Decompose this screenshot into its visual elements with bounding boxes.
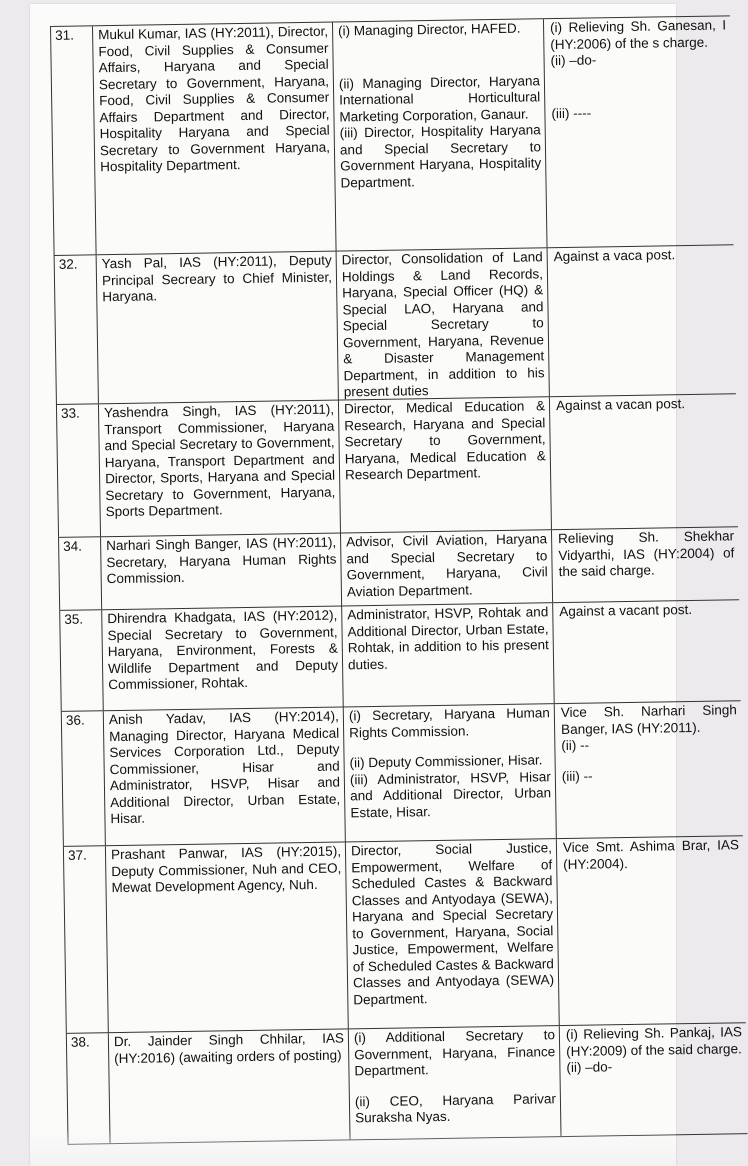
posting-item: Advisor, Civil Aviation, Haryana and Special Secretary to Government, Haryana, Civil Aviation Department. xyxy=(346,531,548,599)
posting-item: (ii) CEO, Haryana Parivar Suraksha Nyas. xyxy=(354,1090,557,1126)
officer-details: Prashant Panwar, IAS (HY:2015), Deputy Commissioner, Nuh and CEO, Mewat Development Agency, Nuh. xyxy=(105,842,348,1032)
remark-item: Against a vaca post. xyxy=(553,247,676,265)
officer-details: Narhari Singh Banger, IAS (HY:2011), Secretary, Haryana Human Rights Commission. xyxy=(100,534,341,610)
new-posting xyxy=(332,19,548,250)
table-row xyxy=(59,600,741,712)
table-row xyxy=(50,16,734,256)
document-page xyxy=(30,4,743,1166)
posting-item: Administrator, HSVP, Rohtak and Additional Director, Urban Estate, Rohtak, in addition to his present duties. xyxy=(347,604,549,672)
officer-details: Dhirendra Khadgata, IAS (HY:2012), Special Secretary to Government, Haryana, Environment, Forests & Wildlife Department and Deputy Commissioner, Rohtak. xyxy=(101,606,343,710)
remark-item: (ii) –do- xyxy=(550,52,597,69)
transfer-orders-table xyxy=(50,15,747,1145)
remarks xyxy=(553,600,741,703)
posting-item: Director, Medical Education & Research, Haryana and Special Secretary to Government, Haryana, Medical Education & Research Department. xyxy=(343,398,546,483)
remark-item: (iii) ---- xyxy=(551,105,592,121)
serial-number: 34. xyxy=(58,537,101,610)
page-bottom-shadow xyxy=(30,1130,676,1166)
table-row xyxy=(56,394,738,538)
remark-item: Against a vacant post. xyxy=(559,601,693,620)
serial-number: 38. xyxy=(66,1033,110,1144)
new-posting xyxy=(341,603,555,706)
officer-details: Dr. Jainder Singh Chhilar, IAS (HY:2016) (awaiting orders of posting) xyxy=(108,1029,350,1143)
serial-number: 35. xyxy=(59,610,103,711)
remark-item: (iii) -- xyxy=(561,768,593,784)
remark-item: (i) Relieving Sh. Ganesan, I (HY:2006) of the s charge. xyxy=(549,17,727,52)
remarks xyxy=(557,836,746,1025)
remark-item: (i) Relieving Sh. Pankaj, IAS (HY:2009) of the said charge. xyxy=(565,1024,743,1059)
posting-item: (i) Additional Secretary to Government, Haryana, Finance Department. xyxy=(353,1027,556,1079)
posting-item: (i) Secretary, Haryana Human Rights Commission. xyxy=(348,705,550,740)
remark-item: Vice Smt. Ashima Brar, IAS (HY:2004). xyxy=(562,837,740,872)
remark-item: (ii) –do- xyxy=(566,1059,613,1076)
serial-number: 33. xyxy=(56,404,100,537)
new-posting xyxy=(345,839,560,1028)
posting-item: (i) Managing Director, HAFED. xyxy=(337,20,521,39)
serial-number: 37. xyxy=(63,846,108,1033)
officer-details: Mukul Kumar, IAS (HY:2011), Director, Food, Civil Supplies & Consumer Affairs, Haryana and Special Secretary to Government, Haryana, Food, Civil Supplies & Consumer Affairs Department and Director, Hospitality Haryana and Special Secretary to Government Haryana, Hospitality Department. xyxy=(92,23,336,255)
posting-item: (ii) Deputy Commissioner, Hisar. xyxy=(349,752,543,771)
remark-item: Relieving Sh. Shekhar Vidyarthi, IAS (HY:2004) of the said charge. xyxy=(557,528,735,580)
table-row xyxy=(58,527,739,611)
remarks xyxy=(560,1023,748,1136)
remark-item: Vice Sh. Narhari Singh Banger, IAS (HY:2011). xyxy=(560,702,737,737)
table-row xyxy=(63,836,746,1034)
new-posting xyxy=(348,1026,562,1139)
remark-item: (ii) -- xyxy=(561,737,590,754)
posting-item: Director, Consolidation of Land Holdings & Land Records, Haryana, Special Officer (HQ) & Special LAO, Haryana and Special Secretary to Government, Haryana, Revenue & Disaster Management Department, in addition to his present duties xyxy=(341,249,545,400)
table-row xyxy=(54,245,736,405)
table-row xyxy=(66,1023,748,1145)
new-posting xyxy=(338,397,552,532)
officer-details: Anish Yadav, IAS (HY:2014), Managing Director, Haryana Medical Services Corporation Ltd., Deputy Commissioner, Hisar and Administrator, HSVP, Hisar and Additional Director, Urban Estate, Hisar. xyxy=(103,707,345,845)
serial-number: 36. xyxy=(61,711,105,846)
posting-item: Director, Social Justice, Empowerment, Welfare of Scheduled Castes & Backward Classes and Antyodaya (SEWA), Haryana and Special Secretary to Government, Haryana, Social Justice, Empowerment, Welfare of Scheduled Castes & Backward Classes and Antyodaya (SEWA) Department. xyxy=(350,840,555,1007)
posting-item: (iii) Administrator, HSVP, Hisar and Additional Director, Urban Estate, Hisar. xyxy=(349,768,552,820)
remarks xyxy=(548,245,736,396)
remarks xyxy=(555,701,743,838)
new-posting xyxy=(343,704,557,841)
new-posting xyxy=(336,248,550,399)
officer-details: Yash Pal, IAS (HY:2011), Deputy Principal Secreary to Chief Minister, Haryana. xyxy=(96,252,338,404)
serial-number: 31. xyxy=(50,26,96,255)
remark-item: Against a vacan post. xyxy=(555,396,686,414)
posting-item: (ii) Managing Director, Haryana International Horticultural Marketing Corporation, Ganaur. xyxy=(338,72,541,124)
remarks xyxy=(550,394,738,529)
remarks xyxy=(552,527,739,602)
posting-item: (iii) Director, Hospitality Haryana and Special Secretary to Government Haryana, Hospitality Department. xyxy=(339,122,542,190)
new-posting xyxy=(340,530,553,605)
table-row xyxy=(61,701,743,847)
officer-details: Yashendra Singh, IAS (HY:2011), Transport Commissioner, Haryana and Special Secretary to Government, Haryana, Transport Department and Director, Sports, Haryana and Special Secretary to Government, Haryana, Sports Department. xyxy=(98,401,340,537)
remarks xyxy=(544,16,734,247)
serial-number: 32. xyxy=(54,255,98,404)
